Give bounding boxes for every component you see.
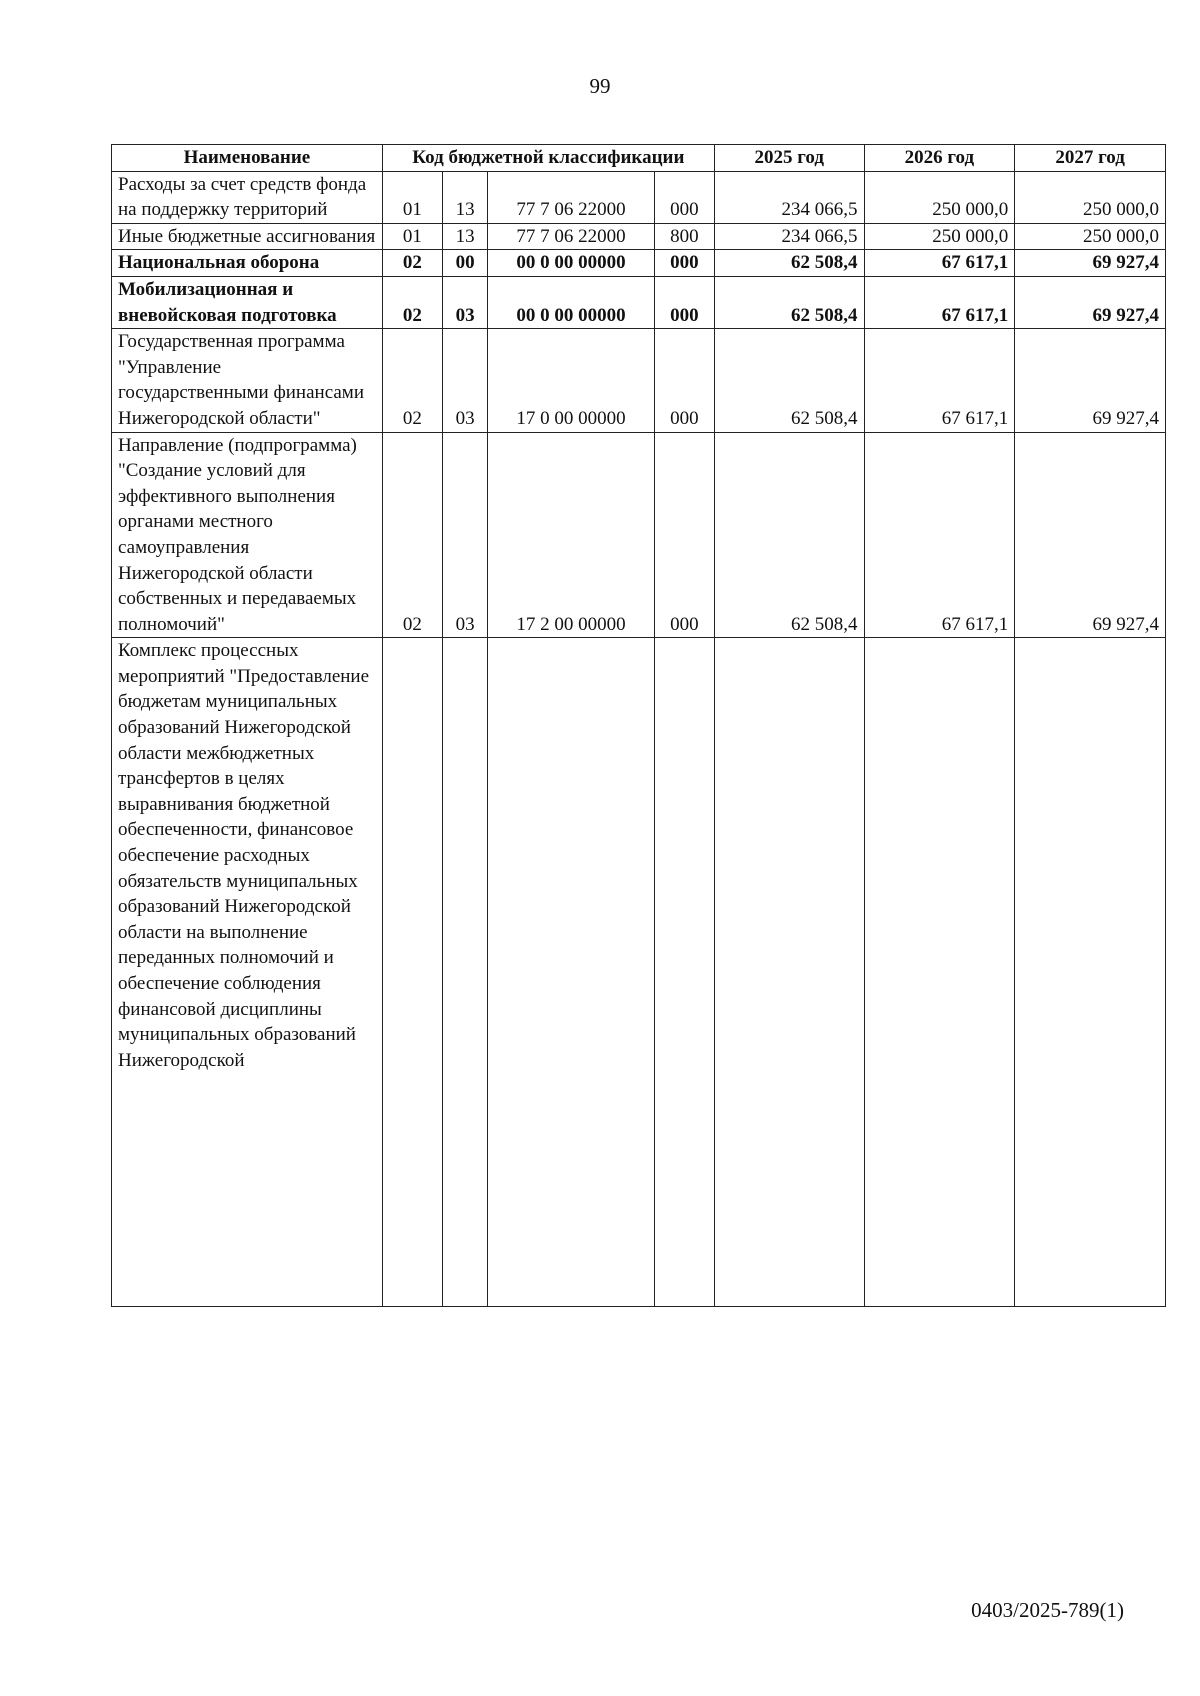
budget-table (111, 144, 1166, 1307)
row-name: Национальная оборона (112, 250, 383, 277)
page-number: 99 (589, 74, 611, 98)
row-value-2026 (864, 638, 1015, 1307)
document-code: 0403/2025-789(1) (971, 1598, 1124, 1622)
row-subsection: 13 (442, 223, 487, 250)
header-2026: 2026 год (864, 145, 1015, 172)
table-row (112, 171, 1166, 223)
row-target-article: 00 0 00 00000 (488, 276, 655, 328)
row-value-2027: 69 927,4 (1015, 432, 1166, 638)
header-2025: 2025 год (714, 145, 864, 172)
row-value-2025: 234 066,5 (714, 171, 864, 223)
row-subsection: 03 (442, 329, 487, 432)
row-target-article: 77 7 06 22000 (488, 171, 655, 223)
row-expense-type: 000 (654, 171, 714, 223)
row-target-article (488, 638, 655, 1307)
row-subsection (442, 638, 487, 1307)
row-section: 02 (382, 250, 442, 277)
table-row (112, 432, 1166, 638)
row-name: Государственная программа "Управление государственными финансами Нижегородской области" (112, 329, 383, 432)
row-value-2027 (1015, 638, 1166, 1307)
row-target-article: 00 0 00 00000 (488, 250, 655, 277)
row-section: 02 (382, 276, 442, 328)
row-value-2025: 234 066,5 (714, 223, 864, 250)
row-subsection: 13 (442, 171, 487, 223)
row-section: 02 (382, 329, 442, 432)
row-value-2025: 62 508,4 (714, 432, 864, 638)
row-value-2025 (714, 638, 864, 1307)
row-target-article: 77 7 06 22000 (488, 223, 655, 250)
row-value-2026: 67 617,1 (864, 432, 1015, 638)
row-value-2026: 250 000,0 (864, 223, 1015, 250)
table-row (112, 329, 1166, 432)
row-section: 01 (382, 171, 442, 223)
row-subsection: 03 (442, 432, 487, 638)
row-name: Мобилизационная и вневойсковая подготовка (112, 276, 383, 328)
row-value-2025: 62 508,4 (714, 250, 864, 277)
row-value-2027: 250 000,0 (1015, 223, 1166, 250)
table-row (112, 276, 1166, 328)
table-row (112, 638, 1166, 1307)
row-value-2025: 62 508,4 (714, 276, 864, 328)
header-budget-code: Код бюджетной классификации (382, 145, 714, 172)
row-section: 01 (382, 223, 442, 250)
table-header-row (112, 145, 1166, 172)
row-value-2026: 67 617,1 (864, 250, 1015, 277)
row-value-2027: 250 000,0 (1015, 171, 1166, 223)
row-expense-type: 000 (654, 329, 714, 432)
row-name: Направление (подпрограмма) "Создание условий для эффективного выполнения органами местного самоуправления Нижегородской области собственных и передаваемых полномочий" (112, 432, 383, 638)
row-target-article: 17 0 00 00000 (488, 329, 655, 432)
row-target-article: 17 2 00 00000 (488, 432, 655, 638)
row-value-2026: 67 617,1 (864, 329, 1015, 432)
row-name: Комплекс процессных мероприятий "Предоставление бюджетам муниципальных образований Нижегородской области межбюджетных трансфертов в целях выравнивания бюджетной обеспеченности, финансовое обеспечение расходных обязательств муниципальных образований Нижегородской области на выполнение переданных полномочий и обеспечение соблюдения финансовой дисциплины муниципальных образований Нижегородской (112, 638, 383, 1307)
header-name: Наименование (112, 145, 383, 172)
row-expense-type: 000 (654, 250, 714, 277)
row-expense-type: 000 (654, 432, 714, 638)
row-value-2027: 69 927,4 (1015, 250, 1166, 277)
row-expense-type: 800 (654, 223, 714, 250)
row-name: Расходы за счет средств фонда на поддержку территорий (112, 171, 383, 223)
row-value-2027: 69 927,4 (1015, 329, 1166, 432)
row-value-2026: 67 617,1 (864, 276, 1015, 328)
row-value-2026: 250 000,0 (864, 171, 1015, 223)
row-subsection: 03 (442, 276, 487, 328)
row-section: 02 (382, 432, 442, 638)
row-expense-type: 000 (654, 276, 714, 328)
row-subsection: 00 (442, 250, 487, 277)
row-value-2027: 69 927,4 (1015, 276, 1166, 328)
row-name: Иные бюджетные ассигнования (112, 223, 383, 250)
table-row (112, 223, 1166, 250)
row-expense-type (654, 638, 714, 1307)
row-value-2025: 62 508,4 (714, 329, 864, 432)
header-2027: 2027 год (1015, 145, 1166, 172)
row-section (382, 638, 442, 1307)
table-row (112, 250, 1166, 277)
